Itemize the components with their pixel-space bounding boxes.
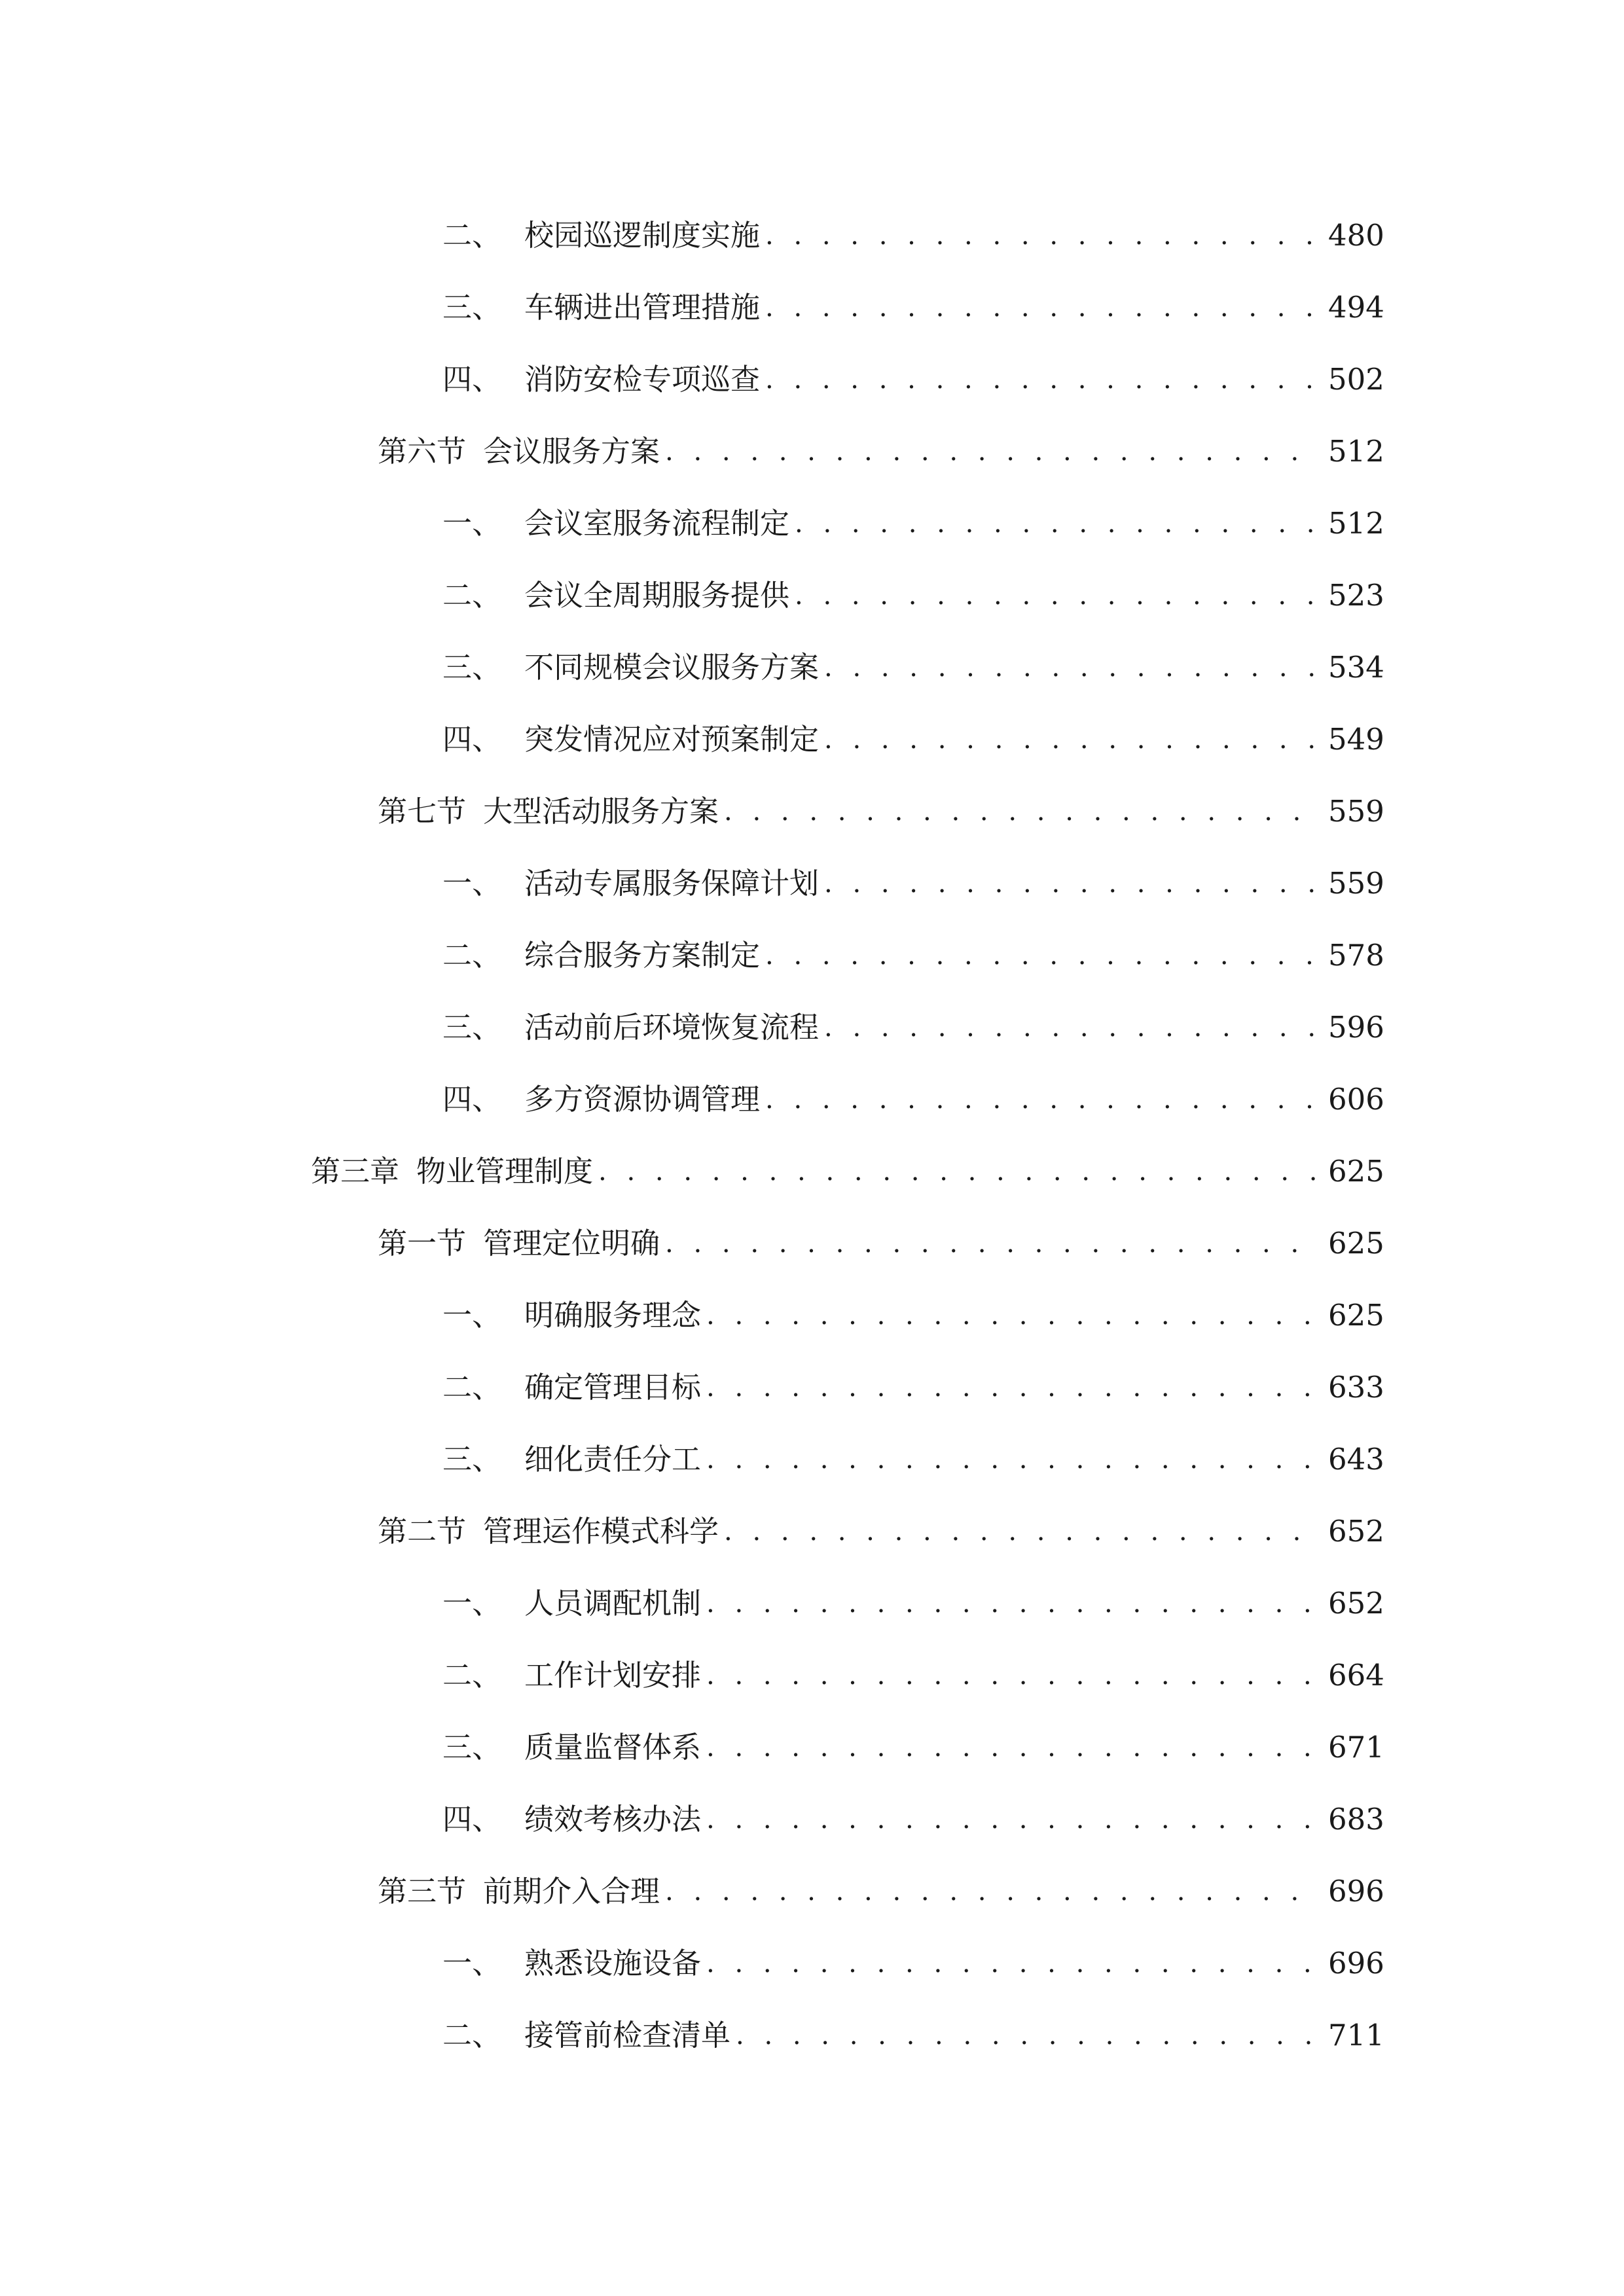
toc-entry-number: 一、 (442, 1946, 502, 1981)
toc-entry[interactable] (442, 851, 1384, 903)
toc-entry-page: 578 (1328, 938, 1384, 973)
toc-dot-leader (824, 648, 1320, 687)
toc-entry-title: 会议室服务流程制定 (524, 506, 790, 541)
toc-entry-title: 细化责任分工 (524, 1442, 702, 1477)
toc-entry[interactable] (442, 275, 1384, 327)
toc-entry-title: 人员调配机制 (524, 1586, 702, 1621)
toc-entry-number: 二、 (442, 578, 502, 613)
toc-entry-page: 643 (1328, 1442, 1384, 1477)
toc-entry-title: 确定管理目标 (524, 1370, 702, 1405)
toc-section-entry[interactable] (378, 419, 1384, 471)
toc-entry-page: 494 (1328, 290, 1384, 325)
toc-entry[interactable] (442, 1931, 1384, 1983)
toc-dot-leader (765, 936, 1320, 975)
toc-dot-leader (665, 1872, 1320, 1911)
toc-entry-number: 四、 (442, 362, 502, 397)
toc-entry-title: 综合服务方案制定 (524, 938, 761, 973)
toc-entry-title: 管理定位明确 (483, 1226, 660, 1261)
toc-dot-leader (824, 1008, 1320, 1047)
toc-dot-leader (706, 1440, 1320, 1479)
toc-entry-page: 711 (1328, 2018, 1384, 2053)
toc-entry-page: 512 (1328, 434, 1384, 469)
toc-entry-page: 625 (1328, 1298, 1384, 1333)
toc-entry-title: 突发情况应对预案制定 (524, 722, 820, 757)
toc-entry-page: 606 (1328, 1082, 1384, 1117)
toc-entry-number: 一、 (442, 506, 502, 541)
toc-entry-number: 四、 (442, 1082, 502, 1117)
toc-entry-number: 二、 (442, 1658, 502, 1693)
toc-entry-page: 652 (1328, 1514, 1384, 1549)
toc-entry-number: 一、 (442, 1586, 502, 1621)
toc-entry-number: 四、 (442, 722, 502, 757)
toc-entry-page: 549 (1328, 722, 1384, 757)
toc-entry-title: 大型活动服务方案 (483, 794, 719, 829)
toc-dot-leader (765, 216, 1320, 255)
toc-entry-number: 三、 (442, 650, 502, 685)
toc-entry-number: 二、 (442, 2018, 502, 2053)
toc-entry-title: 熟悉设施设备 (524, 1946, 702, 1981)
toc-entry[interactable] (442, 1427, 1384, 1479)
toc-entry[interactable] (442, 1787, 1384, 1839)
toc-entry-number: 第一节 (378, 1226, 467, 1261)
toc-entry-title: 消防安检专项巡查 (524, 362, 761, 397)
toc-dot-leader (795, 504, 1320, 543)
toc-entry-title: 物业管理制度 (416, 1154, 594, 1189)
toc-entry[interactable] (442, 491, 1384, 543)
toc-entry-number: 三、 (442, 1730, 502, 1765)
toc-entry-page: 559 (1328, 794, 1384, 829)
toc-dot-leader (706, 1368, 1320, 1407)
toc-section-entry[interactable] (378, 1211, 1384, 1263)
toc-entry-title: 管理运作模式科学 (483, 1514, 719, 1549)
toc-entry-page: 652 (1328, 1586, 1384, 1621)
toc-dot-leader (665, 432, 1320, 471)
toc-dot-leader (795, 576, 1320, 615)
toc-dot-leader (706, 1800, 1320, 1839)
toc-entry[interactable] (442, 995, 1384, 1047)
toc-entry-title: 不同规模会议服务方案 (524, 650, 820, 685)
toc-entry-page: 559 (1328, 866, 1384, 901)
toc-entry[interactable] (442, 203, 1384, 255)
toc-entry-page: 480 (1328, 218, 1384, 253)
toc-entry[interactable] (442, 707, 1384, 759)
toc-dot-leader (736, 2016, 1320, 2055)
toc-entry-page: 596 (1328, 1010, 1384, 1045)
toc-dot-leader (706, 1584, 1320, 1623)
toc-entry[interactable] (442, 1283, 1384, 1335)
toc-entry-page: 664 (1328, 1658, 1384, 1693)
toc-chapter-entry[interactable] (311, 1139, 1384, 1191)
toc-entry-number: 三、 (442, 290, 502, 325)
toc-entry-title: 工作计划安排 (524, 1658, 702, 1693)
toc-entry-number: 第六节 (378, 434, 467, 469)
toc-entry-page: 502 (1328, 362, 1384, 397)
toc-entry-page: 671 (1328, 1730, 1384, 1765)
toc-entry-title: 前期介入合理 (483, 1874, 660, 1909)
toc-dot-leader (765, 360, 1320, 399)
toc-section-entry[interactable] (378, 779, 1384, 831)
toc-dot-leader (706, 1944, 1320, 1983)
toc-dot-leader (724, 1512, 1320, 1551)
toc-entry-number: 三、 (442, 1010, 502, 1045)
toc-entry-page: 512 (1328, 506, 1384, 541)
toc-entry-number: 第二节 (378, 1514, 467, 1549)
toc-entry-number: 二、 (442, 218, 502, 253)
toc-entry-title: 质量监督体系 (524, 1730, 702, 1765)
toc-entry-page: 696 (1328, 1874, 1384, 1909)
toc-entry-title: 明确服务理念 (524, 1298, 702, 1333)
toc-entry[interactable] (442, 563, 1384, 615)
toc-section-entry[interactable] (378, 1859, 1384, 1911)
toc-entry[interactable] (442, 635, 1384, 687)
toc-entry-title: 活动专属服务保障计划 (524, 866, 820, 901)
toc-entry[interactable] (442, 347, 1384, 399)
toc-entry-title: 校园巡逻制度实施 (524, 218, 761, 253)
toc-entry-number: 四、 (442, 1802, 502, 1837)
toc-dot-leader (824, 720, 1320, 759)
toc-dot-leader (706, 1728, 1320, 1767)
toc-entry-title: 活动前后环境恢复流程 (524, 1010, 820, 1045)
toc-entry[interactable] (442, 1355, 1384, 1407)
toc-dot-leader (706, 1656, 1320, 1695)
toc-entry[interactable] (442, 923, 1384, 975)
toc-entry-number: 一、 (442, 1298, 502, 1333)
toc-entry-page: 534 (1328, 650, 1384, 685)
toc-entry[interactable] (442, 1571, 1384, 1623)
toc-entry[interactable] (442, 2003, 1384, 2055)
toc-entry-page: 523 (1328, 578, 1384, 613)
toc-dot-leader (765, 1080, 1320, 1119)
toc-entry-title: 车辆进出管理措施 (524, 290, 761, 325)
toc-entry-number: 三、 (442, 1442, 502, 1477)
toc-entry-number: 第七节 (378, 794, 467, 829)
toc-entry-title: 会议服务方案 (483, 434, 660, 469)
toc-dot-leader (765, 288, 1320, 327)
toc-dot-leader (598, 1152, 1320, 1191)
toc-entry-page: 625 (1328, 1226, 1384, 1261)
toc-dot-leader (724, 792, 1320, 831)
toc-entry-page: 696 (1328, 1946, 1384, 1981)
toc-entry-page: 625 (1328, 1154, 1384, 1189)
toc-entry[interactable] (442, 1715, 1384, 1767)
toc-dot-leader (665, 1224, 1320, 1263)
toc-entry-number: 二、 (442, 1370, 502, 1405)
toc-entry-number: 一、 (442, 866, 502, 901)
toc-entry-page: 633 (1328, 1370, 1384, 1405)
toc-dot-leader (706, 1296, 1320, 1335)
toc-section-entry[interactable] (378, 1499, 1384, 1551)
toc-entry-title: 接管前检查清单 (524, 2018, 731, 2053)
toc-entry-number: 第三节 (378, 1874, 467, 1909)
toc-entry-title: 会议全周期服务提供 (524, 578, 790, 613)
toc-entry-number: 第三章 (311, 1154, 400, 1189)
toc-entry-page: 683 (1328, 1802, 1384, 1837)
toc-entry-number: 二、 (442, 938, 502, 973)
toc-entry[interactable] (442, 1067, 1384, 1119)
toc-entry-title: 绩效考核办法 (524, 1802, 702, 1837)
toc-entry[interactable] (442, 1643, 1384, 1695)
toc-dot-leader (824, 864, 1320, 903)
toc-entry-title: 多方资源协调管理 (524, 1082, 761, 1117)
